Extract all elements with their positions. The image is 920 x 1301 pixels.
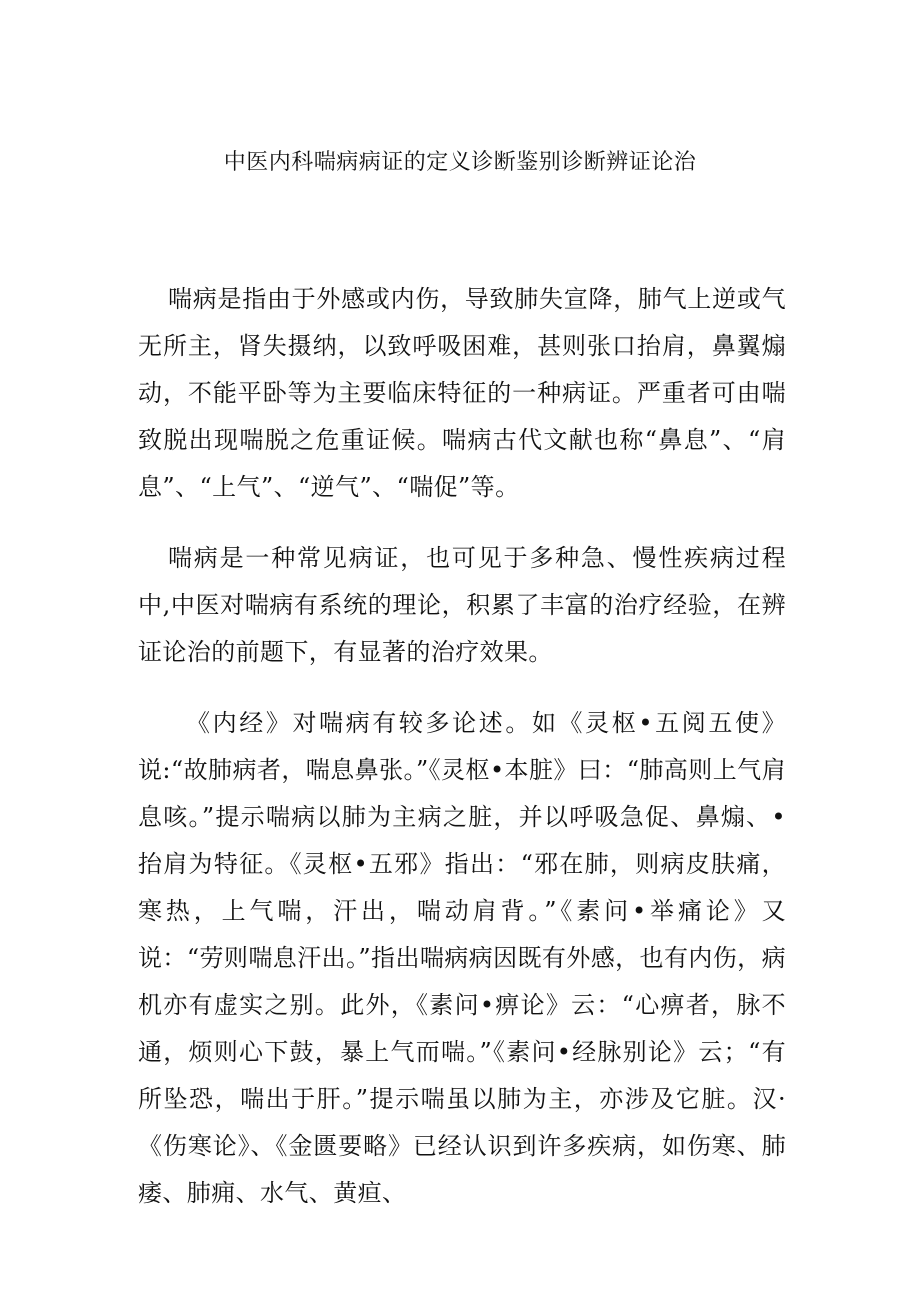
paragraph-overview: 喘病是一种常见病证，也可见于多种急、慢性疾病过程中,中医对喘病有系统的理论，积累了丰富的治疗经验，在辨证论治的前题下，有显著的治疗效果。 (138, 544, 786, 666)
document-title: 中医内科喘病病证的定义诊断鉴别诊断辨证论治 (223, 150, 697, 175)
document-body (138, 276, 786, 1241)
paragraph-classics: 《内经》对喘病有较多论述。如《灵枢•五阅五使》说:“故肺病者，喘息鼻张。”《灵枢•本脏》曰：“肺高则上气肩息咳。”提示喘病以肺为主病之脏，并以呼吸急促、鼻煽、•抬肩为特征。《灵枢•五邪》指出：“邪在肺，则病皮肤痛，寒热，上气喘，汗出，喘动肩背。”《素问•举痛论》又说：“劳则喘息汗出。”指出喘病病因既有外感，也有内伤，病机亦有虚实之别。此外，《素问•痹论》云：“心痹者，脉不通，烦则心下鼓，暴上气而喘。”《素问•经脉别论》云；“有所坠恐，喘出于肝。”提示喘虽以肺为主，亦涉及它脏。汉·《伤寒论》、《金匮要略》已经认识到许多疾病，如伤寒、肺痿、肺痈、水气、黄疸、 (138, 709, 786, 1207)
paragraph-definition: 喘病是指由于外感或内伤，导致肺失宣降，肺气上逆或气无所主，肾失摄纳，以致呼吸困难，甚则张口抬肩，鼻翼煽动，不能平卧等为主要临床特征的一种病证。严重者可由喘致脱出现喘脱之危重证候。喘病古代文献也称“鼻息”、“肩息”、“上气”、“逆气”、“喘促”等。 (138, 285, 786, 501)
